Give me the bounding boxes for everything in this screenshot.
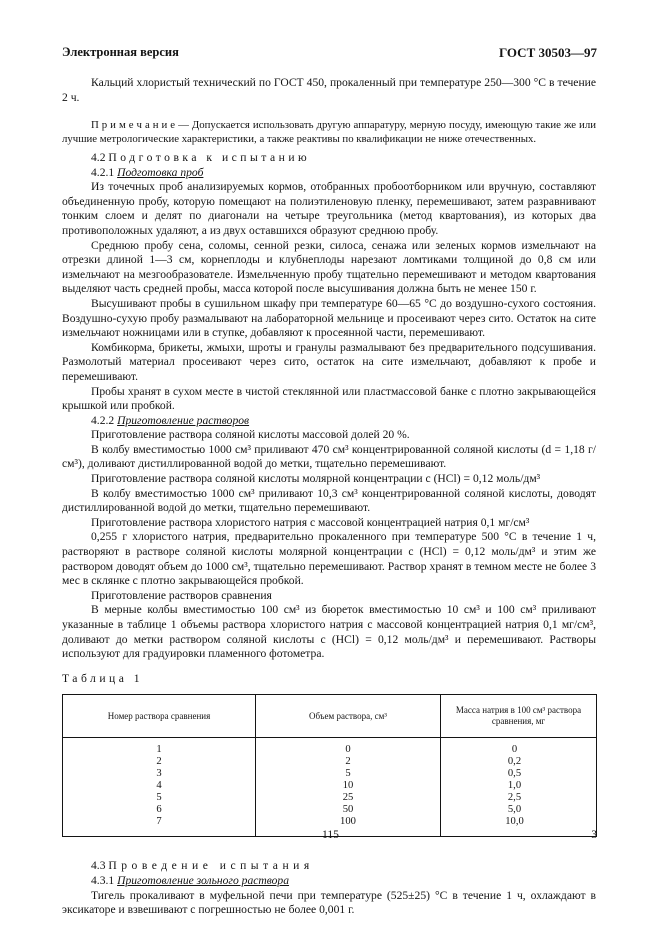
table-cell: 2 — [156, 756, 162, 768]
table-cell: 2,5 — [507, 792, 522, 804]
table-cell: 5,0 — [507, 804, 522, 816]
paragraph: Среднюю пробу сена, соломы, сенной резки, силоса, сенажа или зеленых кормов измельчают на отрезки длиной 1—3 см, корнеплоды и клубнеплоды нарезают ломтиками толщиной до 0,8 см или измельчают на мезгообразователе. Измельченную пробу тщательно перемешивают и методом квартования выделяют часть средней пробы, масса которой после высушивания должна быть не менее 150 г. — [62, 238, 596, 296]
note — [62, 119, 596, 146]
running-header-left: Электронная версия — [62, 45, 179, 59]
paragraph: Приготовление раствора соляной кислоты молярной концентрации с (HCl) = 0,12 моль/дм³ — [91, 472, 541, 486]
table-column-number — [63, 744, 256, 837]
table-column-mass — [441, 744, 597, 837]
subsection-heading-4-2-1: 4.2.1 Подготовка проб — [91, 165, 204, 179]
paragraph: Тигель прокаливают в муфельной печи при температуре (525±25) °С в течение 1 ч, охлаждают в эксикаторе и взвешивают с погрешностью не более 0,001 г. — [62, 888, 596, 917]
page-number-right: 3 — [591, 828, 597, 841]
paragraph: В колбу вместимостью 1000 см³ приливают 10,3 см³ концентрированной соляной кислоты, доводят дистиллированной водой до метки, тщательно перемешивают. — [62, 486, 596, 515]
table-cell: 6 — [156, 804, 162, 816]
note-text: — Допускается использовать другую аппаратуру, мерную посуду, имеющую такие же или лучшие метрологические характеристики, а также реактивы по квалификации не ниже отечественных. — [62, 119, 596, 145]
table-cell: 1 — [156, 744, 162, 756]
paragraph: Приготовление раствора хлористого натрия с массовой концентрацией натрия 0,1 мг/см³ — [91, 515, 530, 529]
paragraph: Комбикорма, брикеты, жмыхи, шроты и гранулы размалывают без предварительного подсушивания. Размолотый материал просеивают через сито, остаток на сите измельчают, добавляют к пробе и перемешивают. — [62, 340, 596, 383]
table-header-solution-number: Номер раствора сравнения — [63, 695, 256, 738]
paragraph: В мерные колбы вместимостью 100 см³ из бюреток вместимостью 10 см³ и 100 см³ приливают указанные в таблице 1 объемы раствора хлористого натрия с массовой концентрацией натрия 0,1 мг/см³, доливают до метки раствором соляной кислоты с (HCl) = 0,12 моль/дм³ и перемешивают. Растворы используют для градуировки пламенного фотометра. — [62, 603, 596, 661]
paragraph: В колбу вместимостью 1000 см³ приливают 470 см³ концентрированной соляной кислоты (d = 1,18 г/см³), доливают дистиллированной водой до метки, тщательно перемешивают. — [62, 442, 596, 471]
table-cell: 1,0 — [507, 780, 522, 792]
paragraph: 0,255 г хлористого натрия, предварительно прокаленного при температуре 500 °С в течение 1 ч, растворяют в растворе соляной кислоты молярной концентрации с (HCl) = 0,12 моль/дм³ и этим же раствором доводят объем до 1000 см³, тщательно перемешивают. Раствор хранят в темном месте не более 3 мес в склянке с плотно закрывающейся пробкой. — [62, 530, 596, 588]
page-body — [62, 76, 596, 918]
table-cell: 7 — [156, 816, 162, 828]
table-cell: 50 — [342, 804, 354, 816]
table-cell: 0 — [345, 744, 351, 756]
table-cell: 5 — [156, 792, 162, 804]
table-1 — [62, 694, 597, 837]
paragraph: Приготовление растворов сравнения — [91, 588, 272, 602]
table-header-volume: Объем раствора, см³ — [256, 695, 441, 738]
table-cell: 0,5 — [507, 768, 522, 780]
table-cell: 2 — [345, 756, 351, 768]
table-column-volume — [256, 744, 441, 837]
table-cell: 5 — [345, 768, 351, 780]
paragraph: Кальций хлористый технический по ГОСТ 450, прокаленный при температуре 250—300 °С в течение 2 ч. — [62, 76, 596, 104]
table-cell: 3 — [156, 768, 162, 780]
page-number-center: 115 — [322, 828, 339, 841]
section-heading-4-3: 4.3 Проведение испытания — [91, 859, 314, 873]
paragraph: Из точечных проб анализируемых кормов, отобранных пробоотборником или вручную, составляют объединенную пробу, которую помещают на полиэтиленовую пленку, перемешивают, затем разравнивают тонким слоем и делят по диагонали на четыре треугольника (метод квартования), из которых два противоположных удаляют, а из двух оставшихся образуют среднюю пробу. — [62, 180, 596, 237]
table-cell: 10,0 — [505, 816, 524, 828]
table-cell: 10 — [342, 780, 354, 792]
paragraph: Высушивают пробы в сушильном шкафу при температуре 60—65 °С до воздушно-сухого состояния. Воздушно-сухую пробу размалывают на лабораторной мельнице и просеивают через сито. Остаток на сите измельчают ножницами или в ступке, добавляют к просеянной части, перемешивают. — [62, 296, 596, 340]
table-caption: Таблица 1 — [62, 671, 144, 685]
subsection-heading-4-2-2: 4.2.2 Приготовление растворов — [91, 413, 250, 427]
document-code: ГОСТ 30503—97 — [498, 45, 597, 60]
table-header-sodium-mass: Масса натрия в 100 см³ раствора сравнения, мг — [441, 695, 597, 738]
subsection-heading-4-3-1: 4.3.1 Приготовление зольного раствора — [91, 873, 290, 887]
section-heading-4-2: 4.2 Подготовка к испытанию — [91, 151, 311, 164]
paragraph: Приготовление раствора соляной кислоты массовой долей 20 %. — [91, 428, 410, 442]
paragraph: Пробы хранят в сухом месте в чистой стеклянной или пластмассовой банке с плотно закрывающейся крышкой или пробкой. — [62, 384, 596, 413]
table-cell: 100 — [340, 816, 356, 828]
table-cell: 0,2 — [507, 756, 522, 768]
note-label: П р и м е ч а н и е — [91, 119, 176, 132]
table-cell: 0 — [511, 744, 518, 756]
table-cell: 4 — [156, 780, 162, 792]
table-cell: 25 — [342, 792, 354, 804]
